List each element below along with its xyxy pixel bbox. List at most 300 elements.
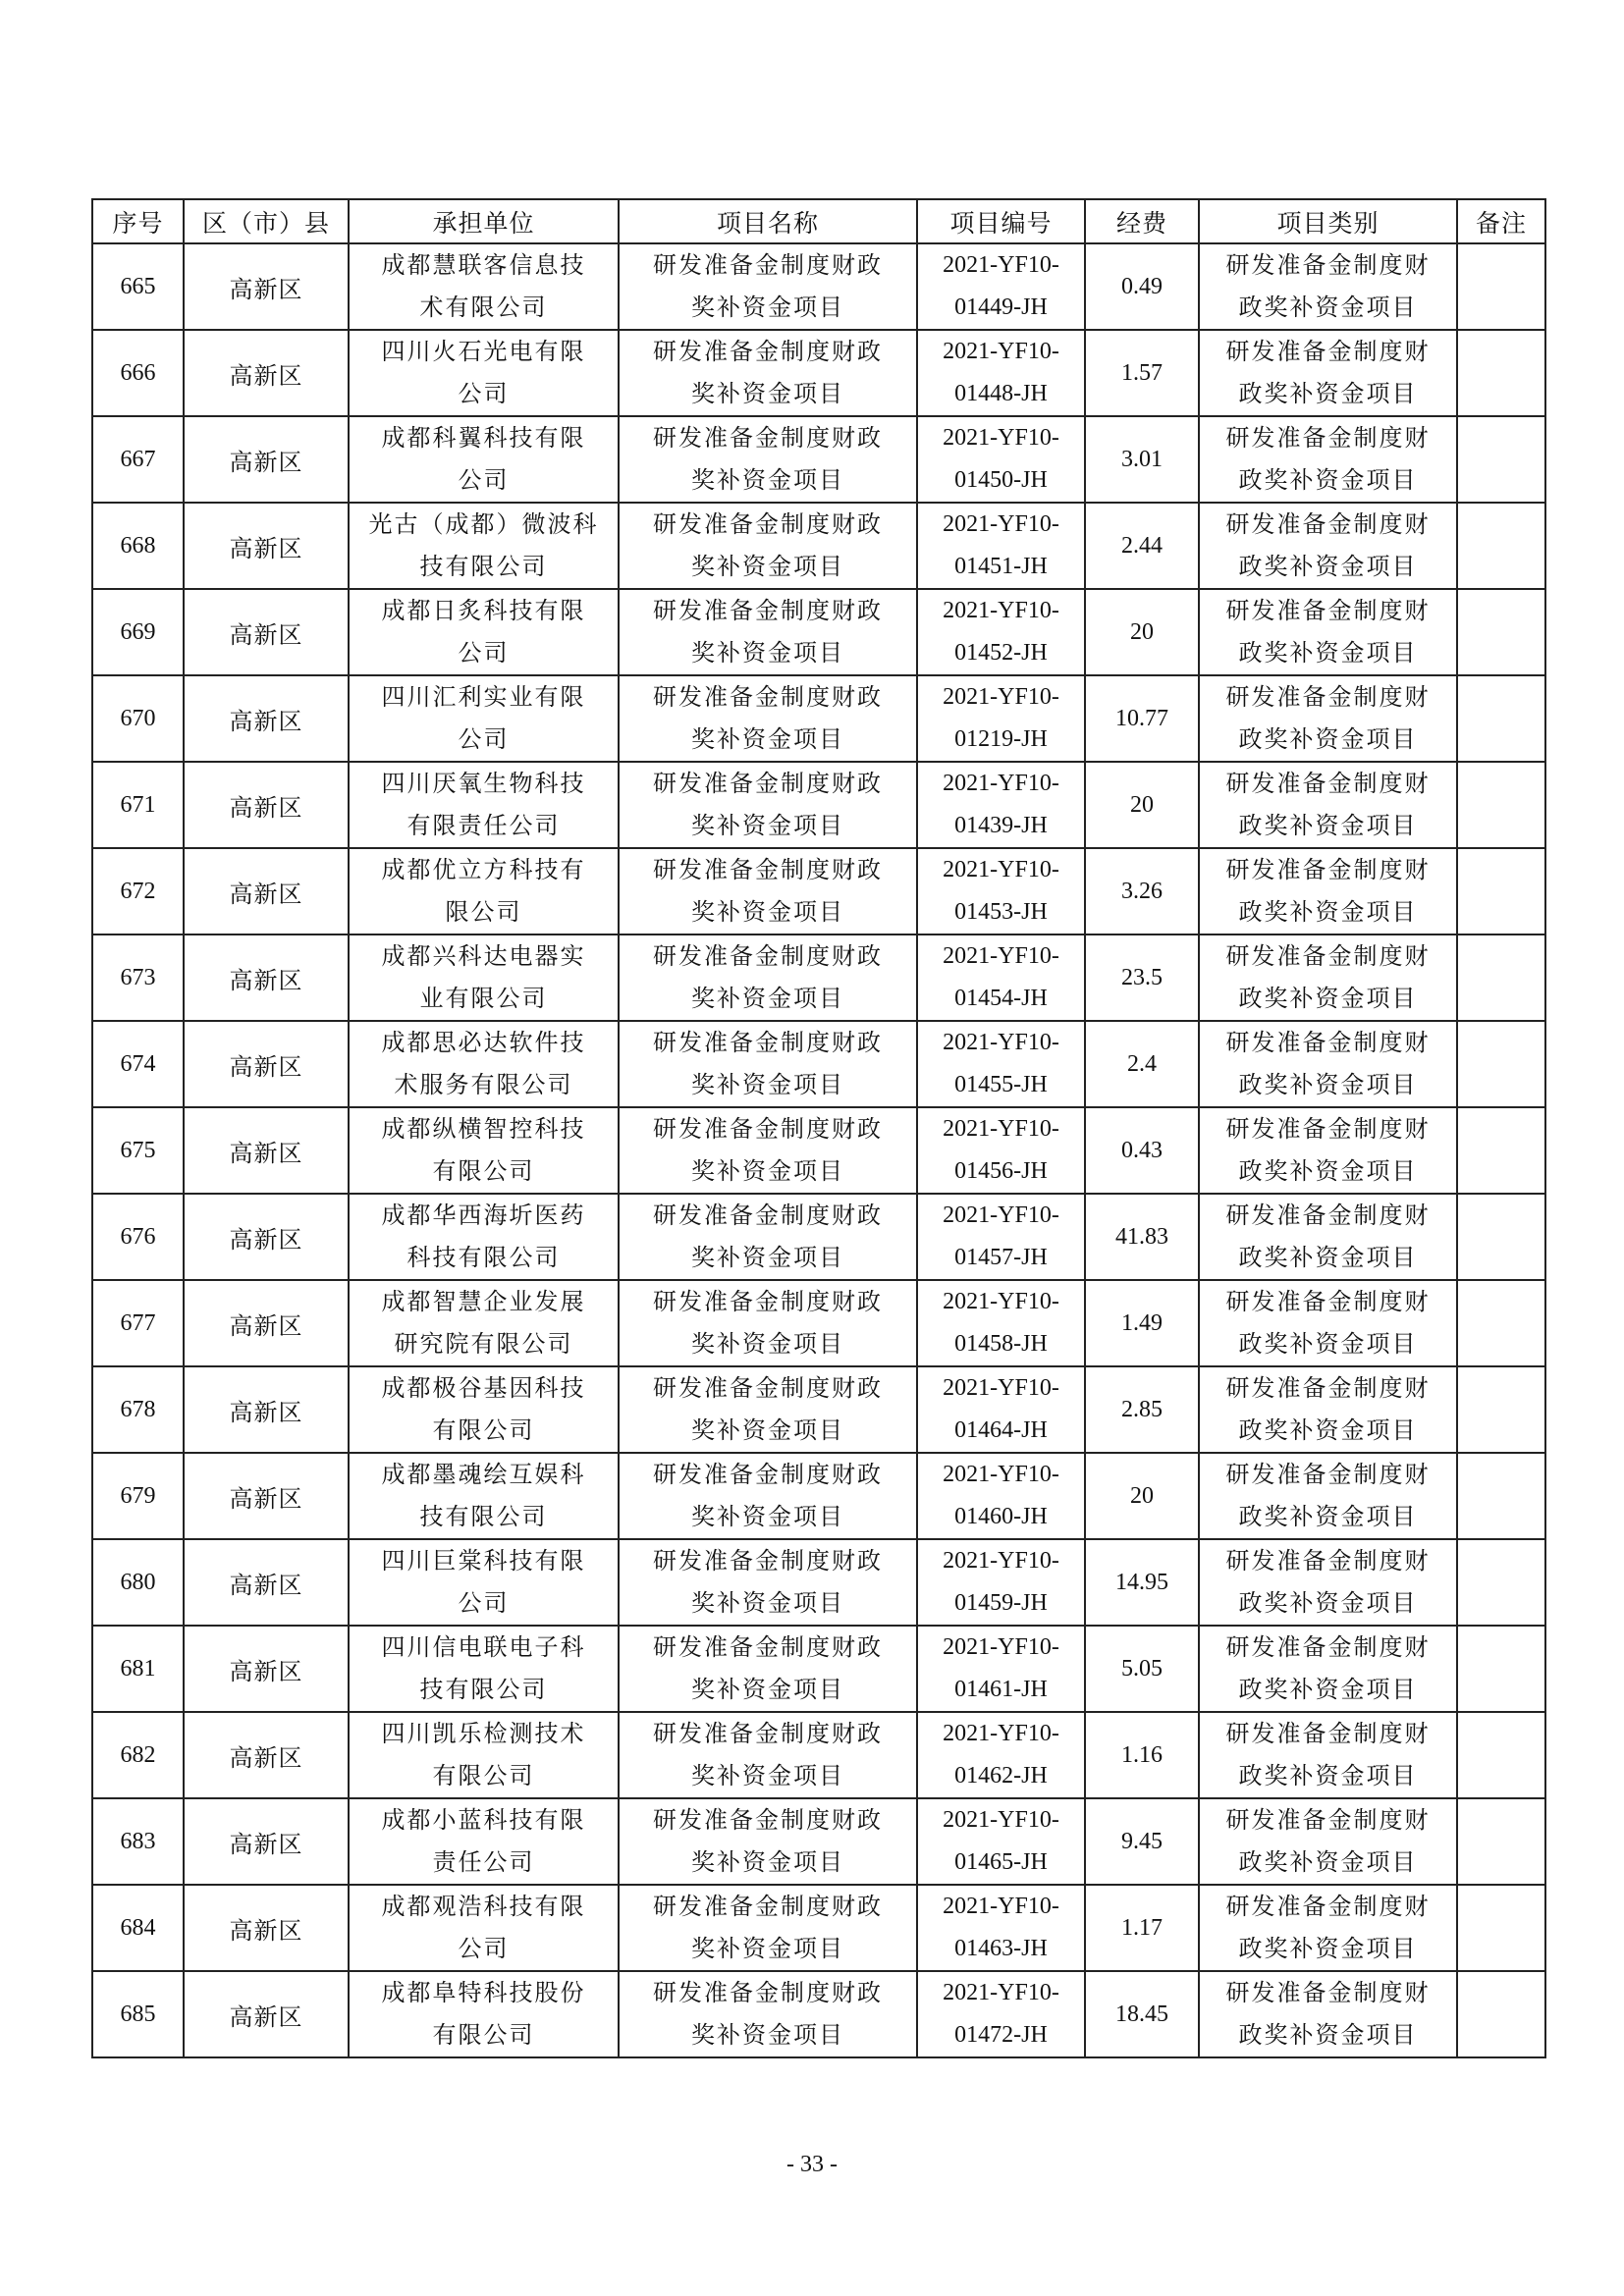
header-category: 项目类别 xyxy=(1199,199,1457,243)
cell-serial: 673 xyxy=(92,934,184,1021)
cell-project-code xyxy=(917,589,1085,675)
cell-unit xyxy=(349,1971,619,2057)
cell-project-code-line: 2021-YF10- xyxy=(943,1634,1059,1660)
cell-unit-line: 业有限公司 xyxy=(419,985,548,1012)
cell-remark xyxy=(1457,1453,1545,1539)
cell-project-name xyxy=(619,762,917,848)
cell-funding: 5.05 xyxy=(1085,1626,1199,1712)
cell-project-code-line: 01439-JH xyxy=(954,813,1048,838)
cell-project-name-line: 奖补资金项目 xyxy=(691,1503,844,1530)
header-remark: 备注 xyxy=(1457,199,1545,243)
cell-project-code-line: 01453-JH xyxy=(954,899,1048,925)
cell-serial: 669 xyxy=(92,589,184,675)
cell-unit xyxy=(349,1626,619,1712)
cell-project-name-line: 奖补资金项目 xyxy=(691,1935,844,1962)
cell-project-code xyxy=(917,1453,1085,1539)
funding-table xyxy=(91,198,1546,2058)
cell-project-name-line: 研发准备金制度财政 xyxy=(653,1979,883,2006)
cell-serial: 677 xyxy=(92,1280,184,1366)
cell-remark xyxy=(1457,1539,1545,1626)
cell-project-code-line: 2021-YF10- xyxy=(943,1894,1059,1919)
cell-district: 高新区 xyxy=(184,416,349,503)
cell-district: 高新区 xyxy=(184,503,349,589)
cell-project-code xyxy=(917,1971,1085,2057)
cell-project-code xyxy=(917,416,1085,503)
table-row xyxy=(92,1539,1545,1626)
cell-unit-line: 有限公司 xyxy=(432,1416,535,1444)
cell-category xyxy=(1199,762,1457,848)
cell-serial: 682 xyxy=(92,1712,184,1798)
cell-project-name-line: 研发准备金制度财政 xyxy=(653,942,883,970)
cell-project-name xyxy=(619,243,917,330)
cell-project-name-line: 奖补资金项目 xyxy=(691,985,844,1012)
cell-category xyxy=(1199,848,1457,934)
cell-project-name-line: 奖补资金项目 xyxy=(691,1416,844,1444)
cell-unit-line: 成都纵横智控科技 xyxy=(381,1115,586,1143)
cell-unit-line: 成都观浩科技有限 xyxy=(381,1893,586,1920)
cell-district: 高新区 xyxy=(184,848,349,934)
cell-unit xyxy=(349,330,619,416)
table-row xyxy=(92,1107,1545,1194)
cell-remark xyxy=(1457,1971,1545,2057)
cell-category xyxy=(1199,1626,1457,1712)
cell-unit-line: 公司 xyxy=(458,1589,510,1617)
cell-category-line: 研发准备金制度财 xyxy=(1225,856,1431,883)
cell-funding: 20 xyxy=(1085,762,1199,848)
table-row xyxy=(92,1626,1545,1712)
header-project-name: 项目名称 xyxy=(619,199,917,243)
cell-serial: 672 xyxy=(92,848,184,934)
cell-category xyxy=(1199,243,1457,330)
table-row xyxy=(92,1712,1545,1798)
cell-funding: 1.17 xyxy=(1085,1885,1199,1971)
cell-funding: 2.44 xyxy=(1085,503,1199,589)
cell-unit xyxy=(349,243,619,330)
cell-remark xyxy=(1457,330,1545,416)
cell-category-line: 政奖补资金项目 xyxy=(1238,1676,1418,1703)
cell-category-line: 政奖补资金项目 xyxy=(1238,1416,1418,1444)
cell-project-code-line: 01449-JH xyxy=(954,294,1048,320)
cell-category-line: 研发准备金制度财 xyxy=(1225,942,1431,970)
cell-category-line: 研发准备金制度财 xyxy=(1225,338,1431,365)
cell-category-line: 研发准备金制度财 xyxy=(1225,1806,1431,1834)
cell-district: 高新区 xyxy=(184,1021,349,1107)
cell-category-line: 研发准备金制度财 xyxy=(1225,1201,1431,1229)
cell-serial: 667 xyxy=(92,416,184,503)
cell-serial: 675 xyxy=(92,1107,184,1194)
cell-project-name-line: 研发准备金制度财政 xyxy=(653,856,883,883)
cell-district: 高新区 xyxy=(184,1885,349,1971)
cell-project-code xyxy=(917,762,1085,848)
cell-unit xyxy=(349,848,619,934)
cell-remark xyxy=(1457,1798,1545,1885)
cell-project-name xyxy=(619,1194,917,1280)
cell-unit xyxy=(349,934,619,1021)
cell-project-code xyxy=(917,503,1085,589)
cell-category-line: 政奖补资金项目 xyxy=(1238,1589,1418,1617)
cell-category-line: 政奖补资金项目 xyxy=(1238,1762,1418,1789)
cell-remark xyxy=(1457,1280,1545,1366)
cell-category-line: 研发准备金制度财 xyxy=(1225,251,1431,279)
cell-serial: 670 xyxy=(92,675,184,762)
cell-category xyxy=(1199,675,1457,762)
cell-unit-line: 责任公司 xyxy=(432,1848,535,1876)
cell-project-code-line: 2021-YF10- xyxy=(943,1980,1059,2005)
cell-project-code xyxy=(917,934,1085,1021)
cell-project-code-line: 2021-YF10- xyxy=(943,1548,1059,1574)
cell-project-name-line: 奖补资金项目 xyxy=(691,1762,844,1789)
cell-project-code-line: 01457-JH xyxy=(954,1245,1048,1270)
cell-unit-line: 技有限公司 xyxy=(419,1676,548,1703)
cell-funding: 2.4 xyxy=(1085,1021,1199,1107)
cell-district: 高新区 xyxy=(184,1194,349,1280)
cell-project-name xyxy=(619,1280,917,1366)
table-row xyxy=(92,1885,1545,1971)
cell-funding: 1.57 xyxy=(1085,330,1199,416)
cell-category xyxy=(1199,589,1457,675)
cell-remark xyxy=(1457,589,1545,675)
cell-category-line: 政奖补资金项目 xyxy=(1238,1503,1418,1530)
cell-funding: 20 xyxy=(1085,1453,1199,1539)
cell-unit-line: 成都华西海圻医药 xyxy=(381,1201,586,1229)
cell-category-line: 政奖补资金项目 xyxy=(1238,639,1418,667)
cell-unit-line: 四川厌氧生物科技 xyxy=(381,770,586,797)
cell-unit-line: 四川汇利实业有限 xyxy=(381,683,586,711)
cell-project-name-line: 奖补资金项目 xyxy=(691,2021,844,2049)
cell-category-line: 政奖补资金项目 xyxy=(1238,1071,1418,1098)
cell-project-code-line: 01459-JH xyxy=(954,1590,1048,1616)
cell-category xyxy=(1199,503,1457,589)
cell-project-name-line: 奖补资金项目 xyxy=(691,898,844,926)
cell-category-line: 研发准备金制度财 xyxy=(1225,1547,1431,1575)
cell-remark xyxy=(1457,1712,1545,1798)
cell-project-code xyxy=(917,1798,1085,1885)
cell-project-name-line: 研发准备金制度财政 xyxy=(653,338,883,365)
cell-unit-line: 研究院有限公司 xyxy=(394,1330,573,1358)
cell-serial: 684 xyxy=(92,1885,184,1971)
cell-project-name xyxy=(619,330,917,416)
cell-category-line: 政奖补资金项目 xyxy=(1238,466,1418,494)
cell-funding: 0.49 xyxy=(1085,243,1199,330)
cell-unit xyxy=(349,762,619,848)
cell-category xyxy=(1199,416,1457,503)
table-row xyxy=(92,243,1545,330)
cell-project-code-line: 01450-JH xyxy=(954,467,1048,493)
cell-category xyxy=(1199,1971,1457,2057)
cell-project-code xyxy=(917,1021,1085,1107)
header-district: 区（市）县 xyxy=(184,199,349,243)
cell-district: 高新区 xyxy=(184,1280,349,1366)
cell-serial: 668 xyxy=(92,503,184,589)
cell-project-name-line: 奖补资金项目 xyxy=(691,1676,844,1703)
table-row xyxy=(92,1194,1545,1280)
cell-project-code xyxy=(917,1194,1085,1280)
cell-project-name xyxy=(619,1885,917,1971)
header-serial: 序号 xyxy=(92,199,184,243)
cell-category xyxy=(1199,1453,1457,1539)
cell-category-line: 研发准备金制度财 xyxy=(1225,1461,1431,1488)
cell-unit-line: 光古（成都）微波科 xyxy=(368,510,599,538)
cell-project-name-line: 奖补资金项目 xyxy=(691,1157,844,1185)
cell-unit-line: 成都慧联客信息技 xyxy=(381,251,586,279)
page-number: - 33 - xyxy=(786,2152,838,2177)
cell-unit-line: 技有限公司 xyxy=(419,1503,548,1530)
cell-project-code-line: 2021-YF10- xyxy=(943,857,1059,882)
cell-category-line: 政奖补资金项目 xyxy=(1238,1244,1418,1271)
cell-project-code-line: 01463-JH xyxy=(954,1936,1048,1961)
cell-district: 高新区 xyxy=(184,1539,349,1626)
cell-unit-line: 术有限公司 xyxy=(419,294,548,321)
cell-project-name-line: 奖补资金项目 xyxy=(691,380,844,407)
cell-remark xyxy=(1457,503,1545,589)
cell-project-name-line: 奖补资金项目 xyxy=(691,553,844,580)
cell-project-name-line: 研发准备金制度财政 xyxy=(653,1288,883,1315)
cell-project-code xyxy=(917,1107,1085,1194)
cell-project-code xyxy=(917,1366,1085,1453)
cell-category-line: 政奖补资金项目 xyxy=(1238,812,1418,839)
cell-project-name-line: 奖补资金项目 xyxy=(691,1330,844,1358)
cell-category xyxy=(1199,1539,1457,1626)
cell-funding: 10.77 xyxy=(1085,675,1199,762)
cell-funding: 1.16 xyxy=(1085,1712,1199,1798)
cell-unit xyxy=(349,503,619,589)
cell-project-name-line: 研发准备金制度财政 xyxy=(653,1029,883,1056)
cell-project-code xyxy=(917,1626,1085,1712)
cell-unit-line: 四川凯乐检测技术 xyxy=(381,1720,586,1747)
cell-project-name xyxy=(619,1798,917,1885)
cell-funding: 20 xyxy=(1085,589,1199,675)
cell-project-code-line: 01461-JH xyxy=(954,1677,1048,1702)
cell-funding: 41.83 xyxy=(1085,1194,1199,1280)
cell-serial: 678 xyxy=(92,1366,184,1453)
cell-project-code-line: 01452-JH xyxy=(954,640,1048,666)
cell-project-code xyxy=(917,1539,1085,1626)
cell-project-code-line: 2021-YF10- xyxy=(943,943,1059,969)
cell-remark xyxy=(1457,1626,1545,1712)
cell-project-code-line: 2021-YF10- xyxy=(943,1721,1059,1746)
cell-serial: 680 xyxy=(92,1539,184,1626)
cell-project-code-line: 2021-YF10- xyxy=(943,1202,1059,1228)
cell-project-code-line: 2021-YF10- xyxy=(943,1807,1059,1833)
cell-remark xyxy=(1457,243,1545,330)
cell-project-name xyxy=(619,1971,917,2057)
cell-category-line: 政奖补资金项目 xyxy=(1238,2021,1418,2049)
cell-remark xyxy=(1457,1366,1545,1453)
cell-project-name-line: 研发准备金制度财政 xyxy=(653,1461,883,1488)
cell-project-code xyxy=(917,1280,1085,1366)
cell-project-name xyxy=(619,1366,917,1453)
cell-unit xyxy=(349,1021,619,1107)
cell-remark xyxy=(1457,934,1545,1021)
cell-project-code-line: 2021-YF10- xyxy=(943,252,1059,278)
cell-funding: 18.45 xyxy=(1085,1971,1199,2057)
cell-unit xyxy=(349,1539,619,1626)
cell-serial: 685 xyxy=(92,1971,184,2057)
cell-unit xyxy=(349,1885,619,1971)
cell-funding: 23.5 xyxy=(1085,934,1199,1021)
cell-category xyxy=(1199,1885,1457,1971)
cell-unit-line: 成都智慧企业发展 xyxy=(381,1288,586,1315)
cell-project-name xyxy=(619,848,917,934)
cell-project-code xyxy=(917,848,1085,934)
table-row xyxy=(92,589,1545,675)
cell-project-name xyxy=(619,589,917,675)
cell-project-name xyxy=(619,1107,917,1194)
cell-project-name-line: 研发准备金制度财政 xyxy=(653,683,883,711)
cell-district: 高新区 xyxy=(184,1798,349,1885)
cell-unit-line: 有限公司 xyxy=(432,2021,535,2049)
header-unit: 承担单位 xyxy=(349,199,619,243)
cell-project-name-line: 研发准备金制度财政 xyxy=(653,424,883,452)
cell-project-name xyxy=(619,503,917,589)
cell-remark xyxy=(1457,848,1545,934)
cell-project-code-line: 2021-YF10- xyxy=(943,1116,1059,1142)
cell-category-line: 研发准备金制度财 xyxy=(1225,770,1431,797)
cell-project-name xyxy=(619,675,917,762)
cell-unit-line: 限公司 xyxy=(445,898,522,926)
header-project-code: 项目编号 xyxy=(917,199,1085,243)
cell-unit-line: 有限责任公司 xyxy=(406,812,561,839)
cell-funding: 3.26 xyxy=(1085,848,1199,934)
cell-remark xyxy=(1457,1194,1545,1280)
table-row xyxy=(92,934,1545,1021)
cell-project-name xyxy=(619,1539,917,1626)
cell-project-name-line: 研发准备金制度财政 xyxy=(653,1201,883,1229)
cell-project-code-line: 01454-JH xyxy=(954,986,1048,1011)
cell-project-code-line: 01451-JH xyxy=(954,554,1048,579)
cell-project-code-line: 01458-JH xyxy=(954,1331,1048,1357)
cell-category xyxy=(1199,1366,1457,1453)
header-funding: 经费 xyxy=(1085,199,1199,243)
table-row xyxy=(92,1453,1545,1539)
cell-project-name-line: 奖补资金项目 xyxy=(691,1071,844,1098)
cell-funding: 3.01 xyxy=(1085,416,1199,503)
cell-project-code-line: 2021-YF10- xyxy=(943,1289,1059,1314)
cell-serial: 683 xyxy=(92,1798,184,1885)
cell-category xyxy=(1199,1107,1457,1194)
cell-district: 高新区 xyxy=(184,762,349,848)
cell-unit xyxy=(349,1107,619,1194)
cell-remark xyxy=(1457,1021,1545,1107)
cell-category-line: 研发准备金制度财 xyxy=(1225,1115,1431,1143)
cell-district: 高新区 xyxy=(184,1626,349,1712)
cell-category-line: 政奖补资金项目 xyxy=(1238,553,1418,580)
cell-serial: 674 xyxy=(92,1021,184,1107)
cell-unit-line: 成都极谷基因科技 xyxy=(381,1374,586,1402)
cell-unit xyxy=(349,416,619,503)
cell-remark xyxy=(1457,1885,1545,1971)
cell-project-name-line: 奖补资金项目 xyxy=(691,1244,844,1271)
cell-funding: 1.49 xyxy=(1085,1280,1199,1366)
cell-remark xyxy=(1457,1107,1545,1194)
cell-remark xyxy=(1457,416,1545,503)
cell-category-line: 政奖补资金项目 xyxy=(1238,294,1418,321)
cell-project-code-line: 2021-YF10- xyxy=(943,511,1059,537)
cell-category-line: 政奖补资金项目 xyxy=(1238,1157,1418,1185)
cell-unit-line: 成都日炙科技有限 xyxy=(381,597,586,624)
cell-project-code-line: 2021-YF10- xyxy=(943,1030,1059,1055)
cell-category xyxy=(1199,1021,1457,1107)
cell-district: 高新区 xyxy=(184,589,349,675)
cell-project-code xyxy=(917,1885,1085,1971)
cell-serial: 666 xyxy=(92,330,184,416)
cell-serial: 676 xyxy=(92,1194,184,1280)
table-row xyxy=(92,1366,1545,1453)
cell-unit-line: 成都墨魂绘互娱科 xyxy=(381,1461,586,1488)
cell-category xyxy=(1199,1280,1457,1366)
cell-project-code xyxy=(917,1712,1085,1798)
cell-project-name xyxy=(619,934,917,1021)
cell-category-line: 研发准备金制度财 xyxy=(1225,1979,1431,2006)
cell-category-line: 研发准备金制度财 xyxy=(1225,1288,1431,1315)
table-row xyxy=(92,762,1545,848)
cell-unit xyxy=(349,1194,619,1280)
cell-project-name-line: 研发准备金制度财政 xyxy=(653,1547,883,1575)
table-row xyxy=(92,1021,1545,1107)
cell-project-name-line: 奖补资金项目 xyxy=(691,466,844,494)
cell-district: 高新区 xyxy=(184,1712,349,1798)
cell-unit xyxy=(349,589,619,675)
cell-unit-line: 成都阜特科技股份 xyxy=(381,1979,586,2006)
cell-project-name xyxy=(619,1021,917,1107)
cell-unit-line: 科技有限公司 xyxy=(406,1244,561,1271)
cell-project-name-line: 奖补资金项目 xyxy=(691,294,844,321)
cell-category-line: 政奖补资金项目 xyxy=(1238,1935,1418,1962)
cell-project-name-line: 研发准备金制度财政 xyxy=(653,770,883,797)
cell-project-code-line: 01465-JH xyxy=(954,1849,1048,1875)
table-row xyxy=(92,416,1545,503)
cell-project-code-line: 01448-JH xyxy=(954,381,1048,406)
cell-project-name-line: 研发准备金制度财政 xyxy=(653,1893,883,1920)
cell-category-line: 研发准备金制度财 xyxy=(1225,1029,1431,1056)
cell-project-code-line: 2021-YF10- xyxy=(943,1375,1059,1401)
cell-unit xyxy=(349,1798,619,1885)
cell-project-name-line: 奖补资金项目 xyxy=(691,1589,844,1617)
cell-district: 高新区 xyxy=(184,1107,349,1194)
cell-project-name-line: 奖补资金项目 xyxy=(691,639,844,667)
cell-unit xyxy=(349,1712,619,1798)
cell-funding: 14.95 xyxy=(1085,1539,1199,1626)
table-header-row xyxy=(92,199,1545,243)
cell-project-code xyxy=(917,675,1085,762)
cell-category-line: 研发准备金制度财 xyxy=(1225,1893,1431,1920)
cell-project-code xyxy=(917,330,1085,416)
cell-category xyxy=(1199,934,1457,1021)
cell-unit-line: 公司 xyxy=(458,1935,510,1962)
cell-unit xyxy=(349,1280,619,1366)
table-row xyxy=(92,848,1545,934)
cell-project-name-line: 研发准备金制度财政 xyxy=(653,1633,883,1661)
cell-category-line: 研发准备金制度财 xyxy=(1225,424,1431,452)
cell-unit-line: 四川信电联电子科 xyxy=(381,1633,586,1661)
table-row xyxy=(92,1798,1545,1885)
cell-funding: 0.43 xyxy=(1085,1107,1199,1194)
cell-unit-line: 公司 xyxy=(458,725,510,753)
cell-remark xyxy=(1457,762,1545,848)
cell-unit-line: 术服务有限公司 xyxy=(394,1071,573,1098)
cell-category-line: 政奖补资金项目 xyxy=(1238,1330,1418,1358)
cell-district: 高新区 xyxy=(184,1971,349,2057)
cell-category xyxy=(1199,1194,1457,1280)
cell-unit-line: 成都思必达软件技 xyxy=(381,1029,586,1056)
cell-project-code-line: 01456-JH xyxy=(954,1158,1048,1184)
cell-category-line: 研发准备金制度财 xyxy=(1225,510,1431,538)
cell-unit-line: 技有限公司 xyxy=(419,553,548,580)
cell-serial: 671 xyxy=(92,762,184,848)
cell-district: 高新区 xyxy=(184,675,349,762)
cell-category-line: 政奖补资金项目 xyxy=(1238,898,1418,926)
table-row xyxy=(92,1280,1545,1366)
